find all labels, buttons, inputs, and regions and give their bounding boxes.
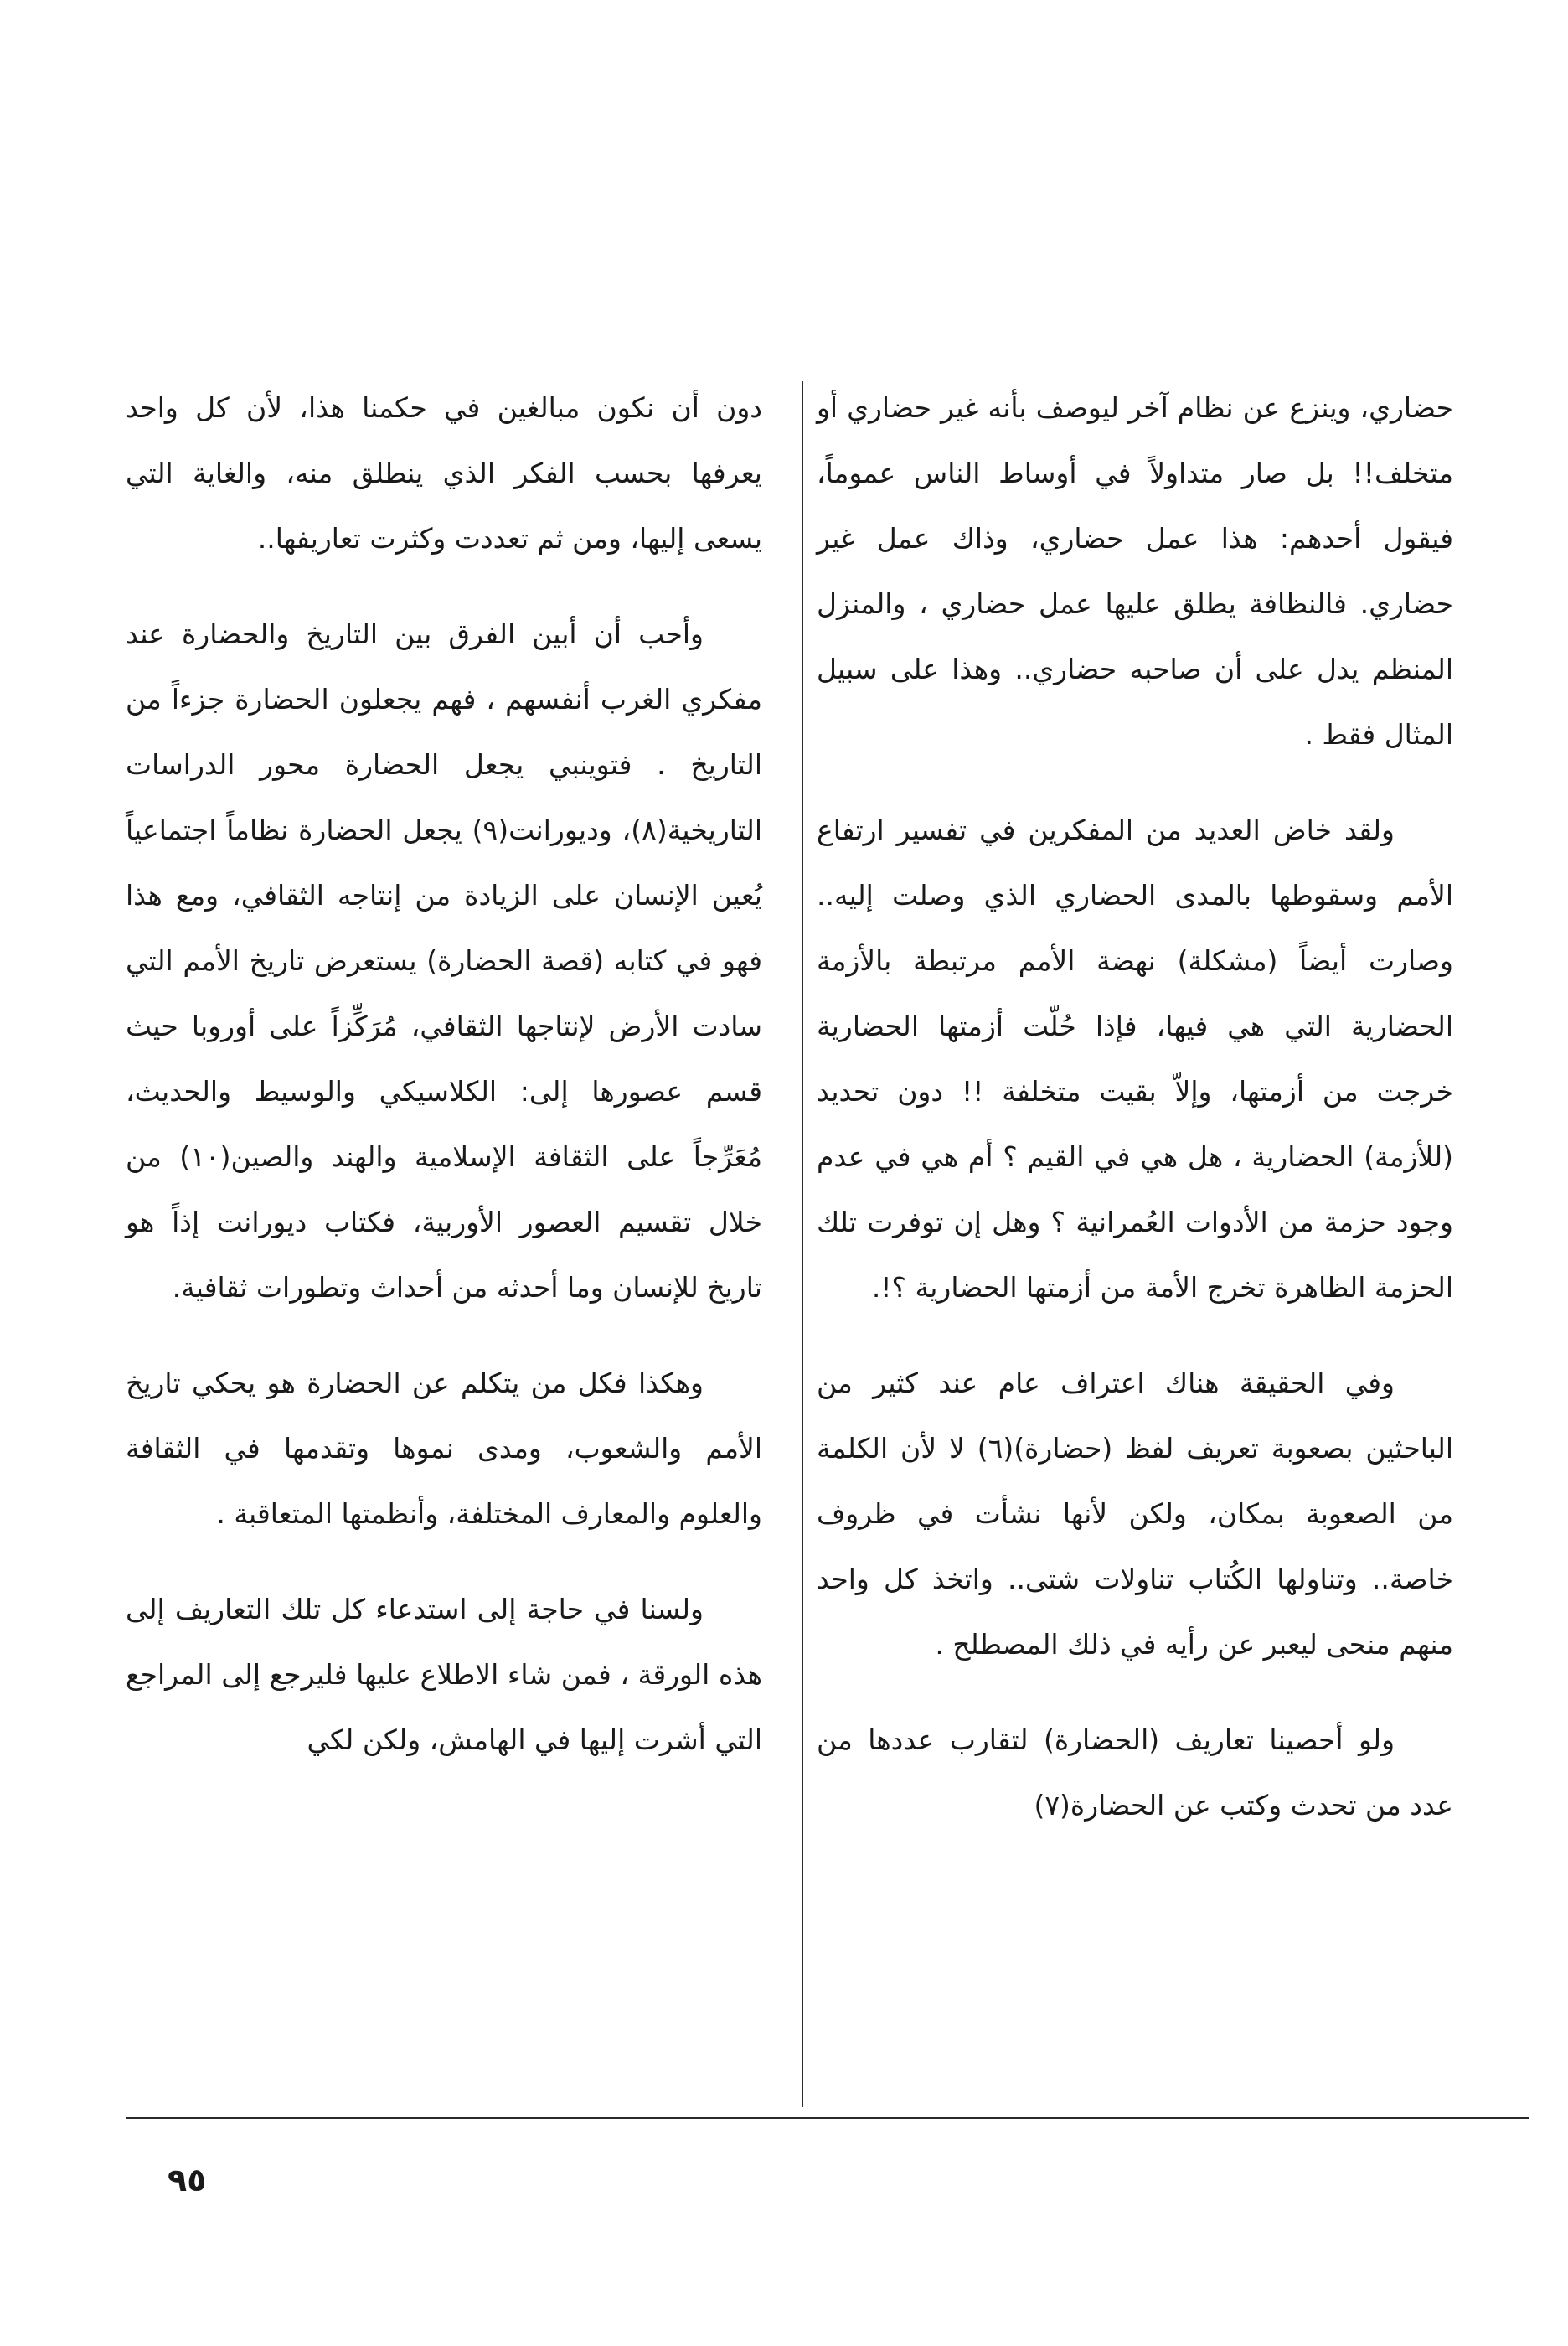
left-text-column	[126, 375, 762, 1803]
paragraph: ولو أحصينا تعاريف (الحضارة) لتقارب عددها من عدد من تحدث وكتب عن الحضارة(٧)	[817, 1723, 1453, 1822]
paragraph: وأحب أن أبين الفرق بين التاريخ والحضارة عند مفكري الغرب أنفسهم ، فهم يجعلون الحضارة جزءاً من التاريخ . فتوينبي يجعل الحضارة محور الدراسات التاريخية(٨)، وديورانت(٩) يجعل الحضارة نظاماً اجتماعياً يُعين الإنسان على الزيادة من إنتاجه الثقافي، ومع هذا فهو في كتابه (قصة الحضارة) يستعرض تاريخ الأمم التي سادت الأرض لإنتاجها الثقافي، مُرَكِّزاً على أوروبا حيث قسم عصورها إلى: الكلاسيكي والوسيط والحديث، مُعَرِّجاً على الثقافة الإسلامية والهند والصين(١٠) من خلال تقسيم العصور الأوربية، فكتاب ديورانت إذاً هو تاريخ للإنسان وما أحدثه من أحداث وتطورات ثقافية.	[126, 618, 762, 1304]
paragraph: وفي الحقيقة هناك اعتراف عام عند كثير من الباحثين بصعوبة تعريف لفظ (حضارة)(٦) لا لأن الكلمة من الصعوبة بمكان، ولكن لأنها نشأت في ظروف خاصة.. وتناولها الكُتاب تناولات شتى.. واتخذ كل واحد منهم منحى ليعبر عن رأيه في ذلك المصطلح .	[817, 1367, 1453, 1661]
column-divider	[802, 381, 803, 2107]
paragraph: ولسنا في حاجة إلى استدعاء كل تلك التعاريف إلى هذه الورقة ، فمن شاء الاطلاع عليها فليرجع إلى المراجع التي أشرت إليها في الهامش، ولكن لكي	[126, 1593, 762, 1756]
paragraph: وهكذا فكل من يتكلم عن الحضارة هو يحكي تاريخ الأمم والشعوب، ومدى نموها وتقدمها في الثقافة والعلوم والمعارف المختلفة، وأنظمتها المتعاقبة .	[126, 1367, 762, 1530]
paragraph: ولقد خاض العديد من المفكرين في تفسير ارتفاع الأمم وسقوطها بالمدى الحضاري الذي وصلت إليه.. وصارت أيضاً (مشكلة) نهضة الأمم مرتبطة بالأزمة الحضارية التي هي فيها، فإذا حُلّت أزمتها الحضارية خرجت من أزمتها، وإلاّ بقيت متخلفة !! دون تحديد (للأزمة) الحضارية ، هل هي في القيم ؟ أم هي في عدم وجود حزمة من الأدوات العُمرانية ؟ وهل إن توفرت تلك الحزمة الظاهرة تخرج الأمة من أزمتها الحضارية ؟!.	[817, 814, 1453, 1304]
paragraph: حضاري، وينزع عن نظام آخر ليوصف بأنه غير حضاري أو متخلف!! بل صار متداولاً في أوساط الناس عموماً، فيقول أحدهم: هذا عمل حضاري، وذاك عمل غير حضاري. فالنظافة يطلق عليها عمل حضاري ، والمنزل المنظم يدل على أن صاحبه حضاري.. وهذا على سبيل المثال فقط .	[817, 391, 1453, 751]
footer-divider	[126, 2117, 1529, 2119]
paragraph: دون أن نكون مبالغين في حكمنا هذا، لأن كل واحد يعرفها بحسب الفكر الذي ينطلق منه، والغاية التي يسعى إليها، ومن ثم تعددت وكثرت تعاريفها..	[126, 391, 762, 555]
right-text-column	[817, 375, 1453, 1868]
page-number: ٩٥	[168, 2162, 207, 2199]
